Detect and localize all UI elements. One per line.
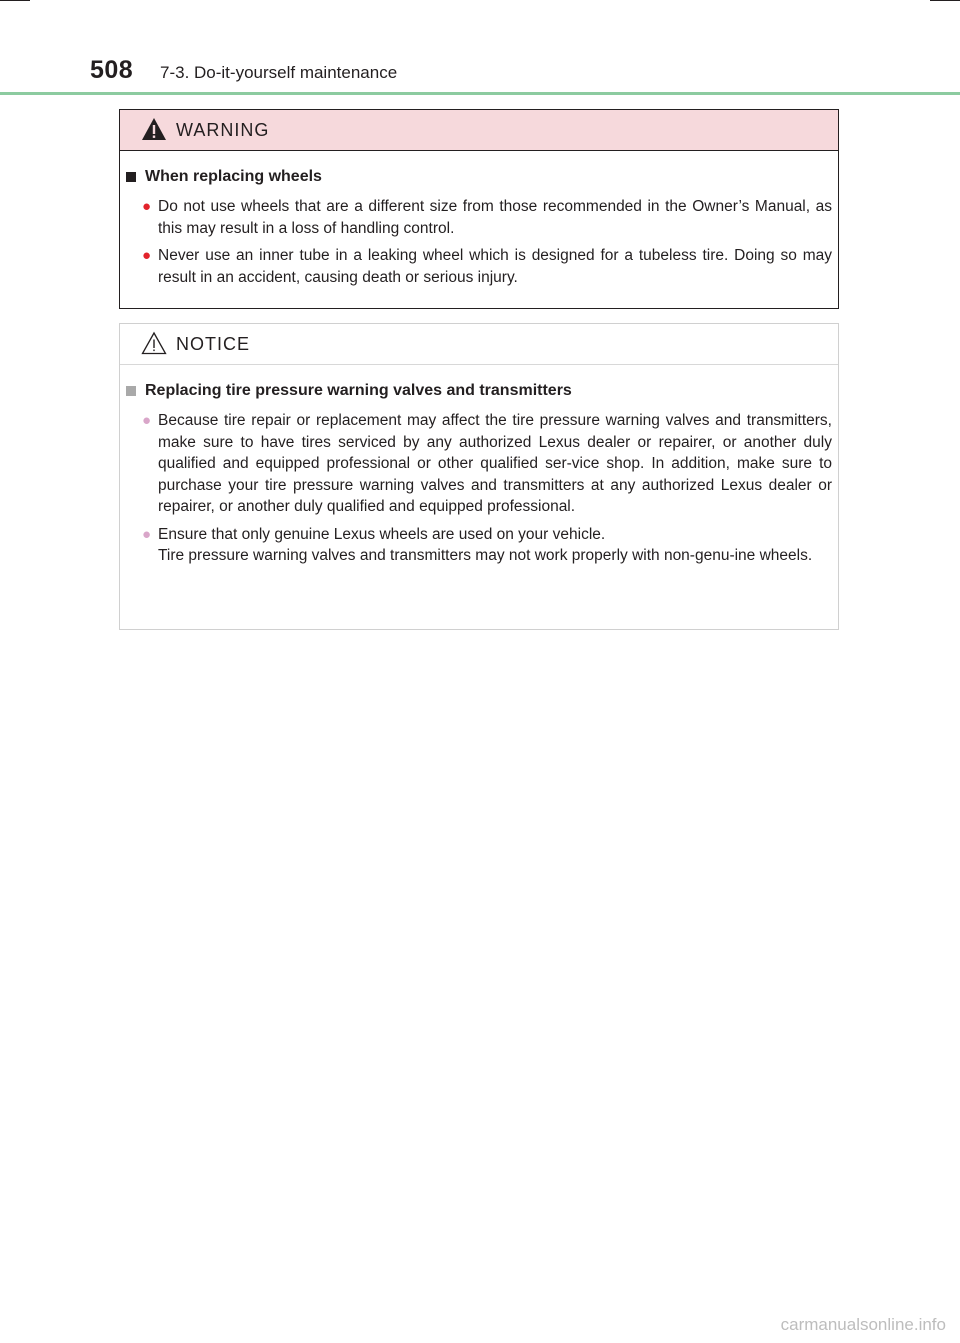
notice-box [119, 323, 839, 630]
warning-bullet-list [142, 196, 832, 294]
notice-bullet-line: Tire pressure warning valves and transmitters may not work properly with non-genu-ine wheels. [158, 547, 813, 564]
notice-header [120, 324, 838, 365]
notice-bullet-text: Because tire repair or replacement may affect the tire pressure warning valves and transmitters, make sure to have tires serviced by any authorized Lexus dealer or repairer, or another duly qualified and equipped professional or other qualified ser-vice shop. In addition, make sure to purchase your tire pressure warning valves and transmitters at any authorized Lexus dealer or repairer, or another duly qualified and equipped professional. [158, 412, 832, 515]
circle-bullet-icon: ● [142, 198, 152, 215]
circle-bullet-icon: ● [142, 412, 152, 429]
list-item [142, 524, 832, 567]
square-bullet-icon [126, 386, 136, 396]
list-item [142, 196, 832, 239]
watermark: carmanualsonline.info [780, 1315, 946, 1334]
warning-header [120, 110, 838, 151]
notice-title: NOTICE [176, 334, 251, 354]
circle-bullet-icon: ● [142, 525, 152, 543]
square-bullet-icon [126, 172, 136, 182]
notice-bullet-text [158, 524, 832, 567]
page-header [0, 54, 960, 94]
notice-topic-label: Replacing tire pressure warning valves and transmitters [145, 382, 572, 399]
page-number: 508 [90, 56, 134, 84]
warning-triangle-icon [141, 117, 167, 141]
list-item [142, 410, 832, 518]
circle-bullet-icon: ● [142, 247, 152, 264]
notice-topic [126, 382, 572, 400]
notice-bullet-line: Ensure that only genuine Lexus wheels are used on your vehicle. [158, 525, 606, 543]
warning-title: WARNING [176, 120, 270, 140]
warning-bullet-text: Never use an inner tube in a leaking wheel which is designed for a tubeless tire. Doing so may result in an accident, causing death or serious injury. [158, 247, 832, 286]
warning-topic [126, 168, 322, 186]
crop-mark-top-left [0, 0, 30, 1]
warning-topic-label: When replacing wheels [145, 168, 322, 185]
notice-bullet-list [142, 410, 832, 573]
header-rule [0, 92, 960, 95]
notice-triangle-icon [141, 331, 167, 355]
list-item [142, 245, 832, 288]
section-title: 7-3. Do-it-yourself maintenance [160, 63, 398, 82]
warning-box [119, 109, 839, 309]
crop-mark-top-right [930, 0, 960, 1]
warning-bullet-text: Do not use wheels that are a different size from those recommended in the Owner’s Manual, as this may result in a loss of handling control. [158, 198, 832, 237]
